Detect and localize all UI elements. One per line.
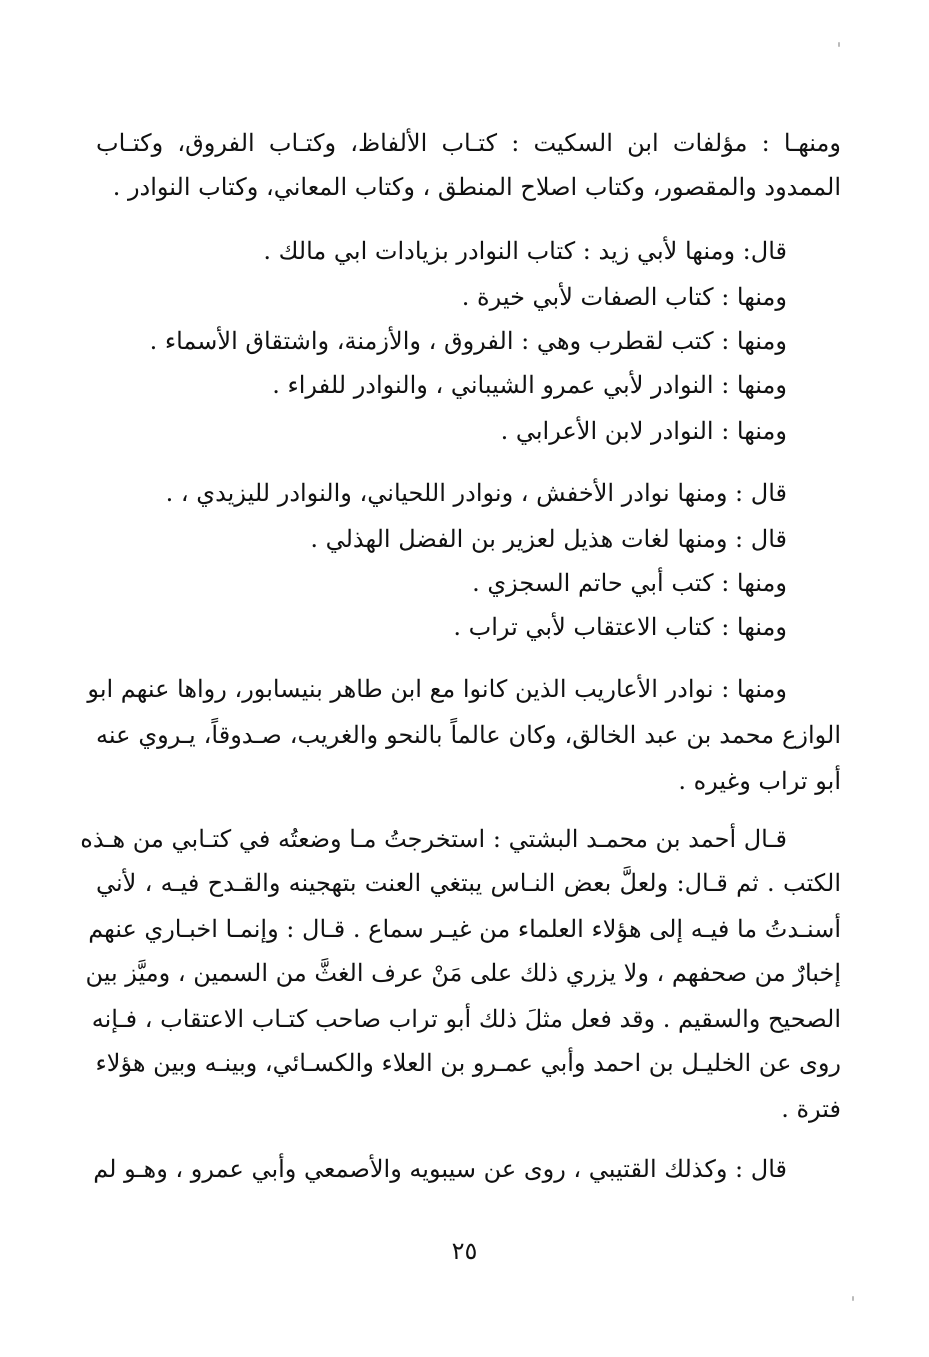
text-line: قال: ومنها لأبي زيد : كتاب النوادر بزيادات ابي مالك . <box>263 237 787 265</box>
text-line: ومنها : كتاب الصفات لأبي خيرة . <box>461 283 787 311</box>
text-line: قال : وكذلك القتيبي ، روى عن سيبويه والأصمعي وأبي عمرو ، وهـو لم <box>93 1155 787 1183</box>
text-line: أبو تراب وغيره . <box>678 767 841 795</box>
text-line: فترة . <box>781 1095 841 1123</box>
text-line: الممدود والمقصور، وكتاب اصلاح المنطق ، وكتاب المعاني، وكتاب النوادر . <box>112 173 841 201</box>
text-line: قـال أحمد بن محمـد البشتي : استخرجتُ مـا وضعتُه في كتـابي من هـذه <box>80 825 787 853</box>
text-line: ومنها : النوادر لأبي عمرو الشيباني ، والنوادر للفراء . <box>272 371 787 399</box>
page-number: ٢٥ <box>451 1237 478 1265</box>
text-line: الكتب . ثم قـال: ولعلَّ بعض النـاس يبتغي العنت بتهجينه والقـدح فيـه ، لأني <box>96 869 841 897</box>
text-line: ومنهـا : مؤلفات ابن السكيت : كتـاب الألفاظ، وكتـاب الفروق، وكتـاب <box>96 129 841 157</box>
text-line: روى عن الخليـل بن احمد وأبي عمـرو بن العلاء والكسـائي، وبينـه وبين هؤلاء <box>95 1049 841 1077</box>
text-line: ومنها : كتب لقطرب وهي : الفروق ، والأزمنة، واشتقاق الأسماء . <box>149 327 787 355</box>
scan-speck <box>852 1296 854 1301</box>
scan-speck <box>838 42 840 47</box>
text-line: إخبارٌ من صحفهم ، ولا يزري ذلك على مَنْ عرف الغثَّ من السمين ، وميَّز بين <box>85 959 841 987</box>
text-line: الوازع محمد بن عبد الخالق، وكان عالماً بالنحو والغريب، صـدوقاً، يـروي عنه <box>96 721 841 749</box>
text-line: الصحيح والسقيم . وقد فعل مثلَ ذلك أبو تراب صاحب كتـاب الاعتقاب ، فـإنه <box>91 1005 841 1033</box>
text-line: ومنها : كتب أبي حاتم السجزي . <box>472 569 787 597</box>
text-line: ومنها : كتاب الاعتقاب لأبي تراب . <box>453 613 787 641</box>
text-line: أسنـدتُ ما فيـه إلى هؤلاء العلماء من غيـر سماع . قـال : وإنمـا اخبـاري عنهم <box>88 915 841 943</box>
text-line: ومنها : نوادر الأعاريب الذين كانوا مع ابن طاهر بنيسابور، رواها عنهم ابو <box>87 675 787 703</box>
text-line: ومنها : النوادر لابن الأعرابي . <box>500 417 787 445</box>
text-line: قال : ومنها لغات هذيل لعزير بن الفضل الهذلي . <box>310 525 787 553</box>
text-line: قال : ومنها نوادر الأخفش ، ونوادر اللحياني، والنوادر لليزيدي ، . <box>165 479 787 507</box>
